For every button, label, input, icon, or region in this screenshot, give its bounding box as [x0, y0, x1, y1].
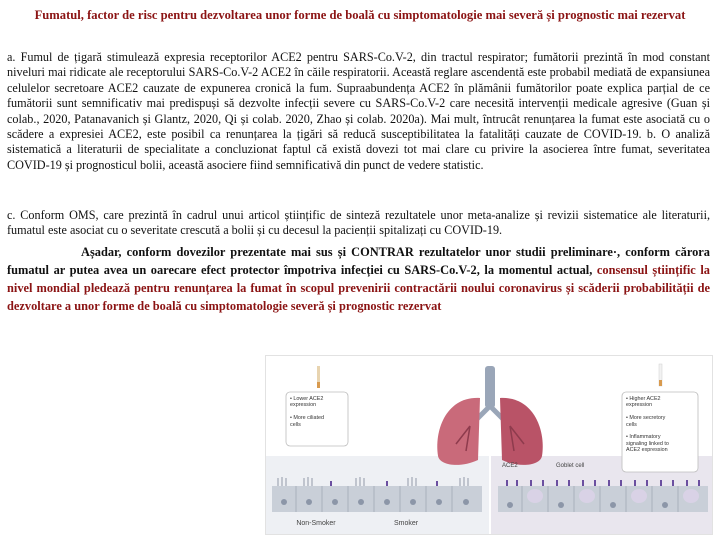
right-callout-line: cells — [626, 421, 637, 428]
goblet-cell-label: Goblet cell — [556, 463, 585, 469]
left-callout — [290, 396, 346, 428]
conclusion-highlight: consensul științific la nivel mondial pledează pentru renunțarea la fumat în scopul prevenirii contractării noului coronavirus și scăderii probabilității de dezvoltare a unor forme de boală cu simptomatologie severă și prognostic rezervat — [7, 263, 710, 313]
ace2-label: ACE2 — [502, 463, 518, 469]
non-smoker-label: Non-Smoker — [296, 520, 336, 527]
page-title: Fumatul, factor de risc pentru dezvoltarea unor forme de boală cu simptomatologie mai severă și prognostic mai rezervat — [34, 8, 686, 22]
right-callout-line: expression — [626, 402, 653, 409]
left-callout-line: • Lower ACE2 — [290, 396, 324, 402]
smoking-ace2-figure — [265, 355, 713, 535]
cigarette-right-icon — [659, 364, 662, 386]
right-callout-line: signaling linked to — [626, 440, 669, 447]
conclusion-paragraph — [7, 243, 710, 315]
left-callout-line: expression — [290, 402, 317, 409]
paragraph-c: c. Conform OMS, care prezintă în cadrul unui articol științific de sinteză rezultatele unor meta-analize și revizii sistematice ale literaturii, fumatul este asociat cu o severitate crescută a bolii și cu decesul la pacienții spitalizați cu COVID-19. — [7, 208, 710, 238]
conclusion-text: Așadar, conform dovezilor prezentate mai sus și CONTRAR rezultatelor unor studii preliminare·, conform cărora fumatul ar putea avea un oarecare efect protector împotriva infecției cu SARS-Co.V-2, la momentul actual, — [7, 245, 710, 277]
right-callout-line: • Higher ACE2 — [626, 396, 661, 402]
right-callout-line: • Inflammatory — [626, 434, 661, 441]
left-callout-line: • More ciliated — [290, 415, 324, 422]
right-callout — [626, 396, 696, 454]
lungs-icon — [437, 366, 542, 465]
right-callout-line: ACE2 expression — [626, 447, 668, 454]
paragraph-a: a. Fumul de țigară stimulează expresia receptorilor ACE2 pentru SARS-Co.V-2, din tractul respirator; fumătorii prezintă în mod constant niveluri mai ridicate ale receptorului SARS-Co.V-2 ACE2 în căile respiratorii. Această reglare ascendentă este probabil mediată de expansiunea celulelor secretoare ACE2 cauzate de expunerea cronică la fum. Supraabundența ACE2 în plămânii fumătorilor poate explica parțial de ce fumătorii sunt semnificativ mai predispuși să dezvolte infecții severe cu SARS-Co.V-2 care necesită intervenții medicale agresive (Guan și colab., 2020, Patanavanich și Glantz, 2020, Qi și colab. 2020, Zhao și colab. 2020a). Mai mult, întrucât renunțarea la fumat este asociată cu o scădere a expresiei ACE2, este posibil ca renunțarea la țigări să reducă susceptibilitatea la fatalități cauzate de COVID-19. b. O analiză sistematică a literaturii de specialitate a concluzionat faptul că există dovezi tot mai clare cu privire la asocierea între fumat, severitatea COVID-19 și prognosticul bolii, această asociere fiind semnificativă din punct de vedere statistic. — [7, 50, 710, 172]
left-callout-line: cells — [290, 421, 301, 428]
right-callout-line: • More secretory — [626, 415, 666, 422]
smoker-label: Smoker — [393, 520, 419, 527]
cigarette-left-icon — [317, 366, 320, 388]
